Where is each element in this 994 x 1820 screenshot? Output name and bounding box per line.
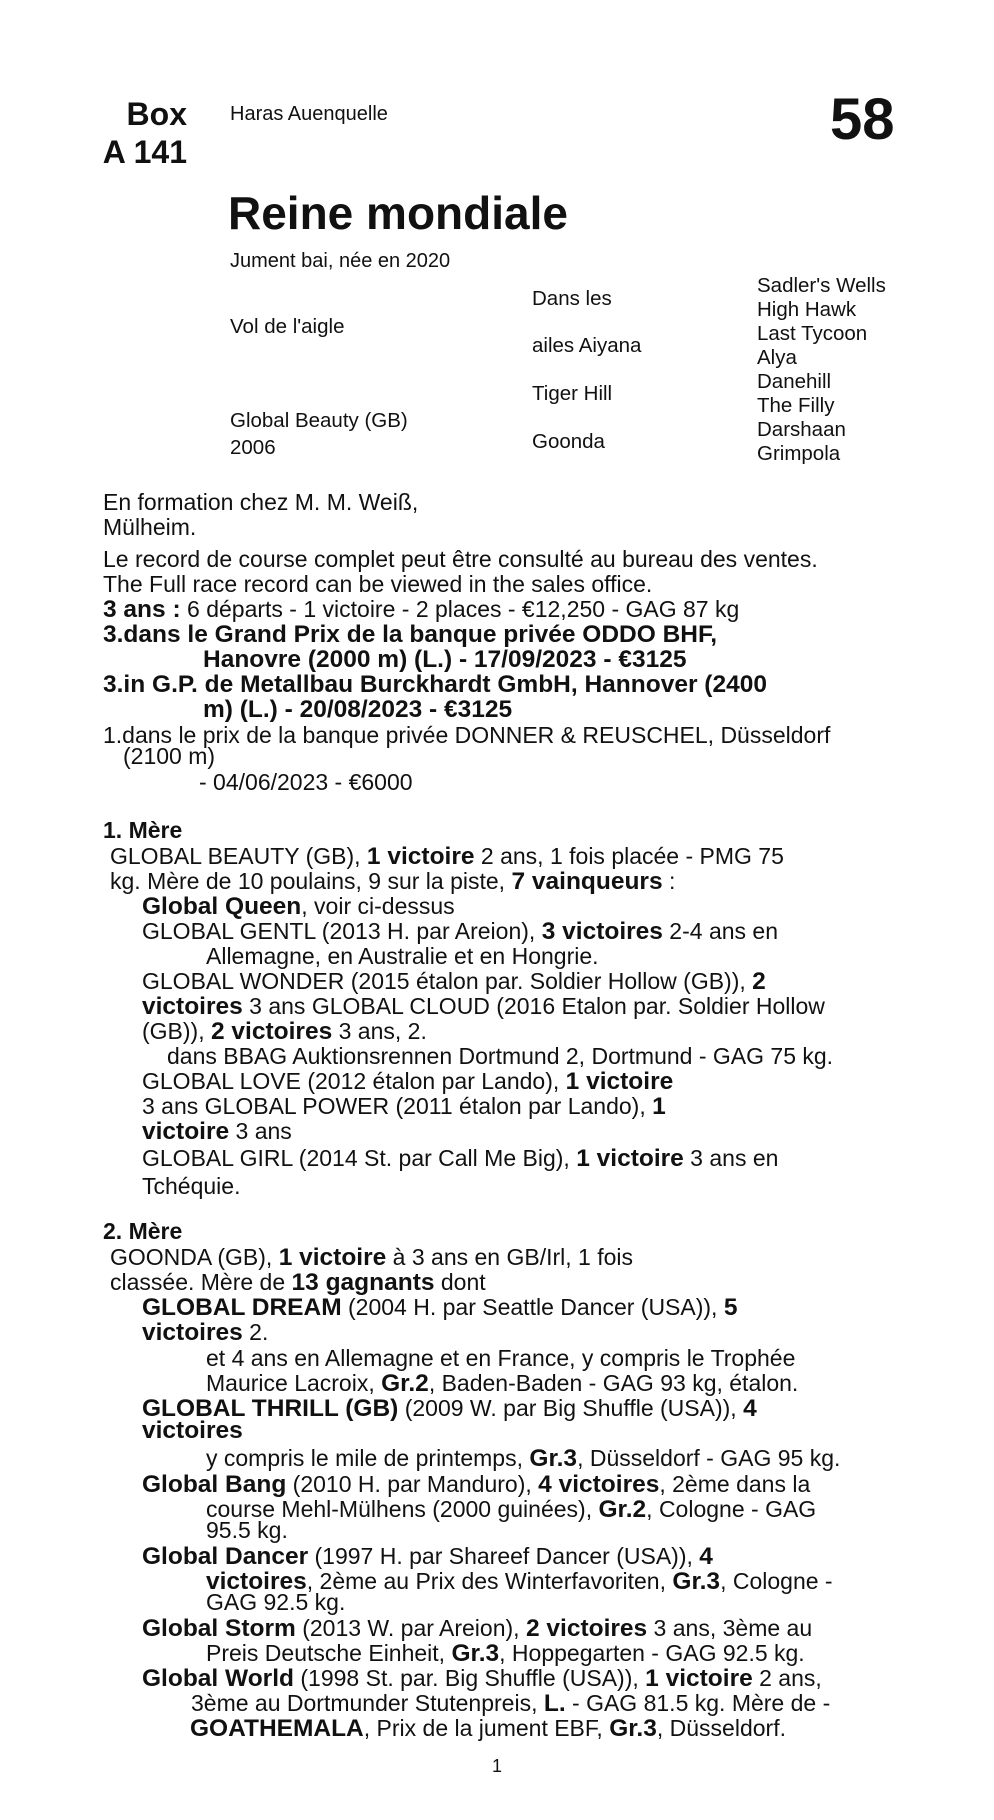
text-run: GLOBAL THRILL (GB) (142, 1395, 399, 1422)
progeny-line: GAG 92.5 kg. (206, 1589, 346, 1615)
text-run: victoires (206, 1568, 307, 1595)
text-run: 2 victoires (211, 1018, 333, 1045)
text-run: , voir ci-dessus (301, 893, 455, 919)
text-run: GOONDA (GB), (110, 1244, 279, 1270)
text-run: 13 gagnants (291, 1269, 435, 1296)
text-run: : (662, 868, 676, 894)
progeny-line (142, 1472, 810, 1497)
race-result: m) (L.) - 20/08/2023 - €3125 (203, 696, 513, 723)
text-run: Preis Deutsche Einheit, (206, 1640, 452, 1666)
text-run: Global Bang (142, 1471, 287, 1498)
pedigree-sire-dam: ailes Aiyana (532, 334, 642, 357)
text-run: 3 ans en (683, 1145, 779, 1171)
race-result: (2100 m) (123, 743, 216, 769)
progeny-line (206, 1641, 805, 1666)
text-run: Gr.3 (609, 1715, 657, 1742)
text-run: à 3 ans en GB/Irl, 1 fois (386, 1244, 634, 1270)
progeny-line (142, 1616, 812, 1641)
text-run: 3 ans, 3ème au (647, 1615, 813, 1641)
record-note: Le record de course complet peut être consulté au bureau des ventes. (103, 546, 818, 572)
text-run: , Cologne - GAG (646, 1496, 817, 1522)
text-run: kg. Mère de 10 poulains, 9 sur la piste, (110, 868, 512, 894)
second-dam-text (110, 1245, 633, 1270)
text-run: GOATHEMALA (190, 1715, 364, 1742)
text-run: Maurice Lacroix, (206, 1370, 382, 1396)
progeny-line (142, 994, 825, 1019)
text-run: 3ème au Dortmunder Stutenpreis, (191, 1690, 544, 1716)
progeny-line (142, 1069, 673, 1094)
pedigree-dam-dam: Goonda (532, 430, 605, 453)
text-run: 2 ans, 1 fois placée - PMG 75 (474, 843, 784, 869)
text-run: Global World (142, 1665, 294, 1692)
progeny-line (206, 1446, 840, 1471)
text-run: (1998 St. par. Big Shuffle (USA)), (294, 1665, 646, 1691)
pedigree-sire-sire: Dans les (532, 287, 612, 310)
first-dam-text (110, 869, 675, 894)
text-run: 3 ans GLOBAL CLOUD (2016 Etalon par. Soldier Hollow (242, 993, 825, 1019)
pedigree-sire: Vol de l'aigle (230, 315, 345, 338)
first-dam-heading: 1. Mère (103, 817, 183, 843)
progeny-line: et 4 ans en Allemagne et en France, y compris le Trophée (206, 1345, 796, 1371)
text-run: victoires (142, 993, 243, 1020)
pedigree-gen3-name: Danehill (757, 370, 832, 393)
pedigree-dam: Global Beauty (GB) (230, 409, 408, 432)
text-run: (1997 H. par Shareef Dancer (USA)), (308, 1543, 700, 1569)
text-run: GLOBAL GENTL (2013 H. par Areion), (142, 918, 542, 944)
text-run: 1 (652, 1093, 666, 1120)
text-run: Gr.3 (529, 1445, 578, 1472)
text-run: 2 victoires (525, 1615, 648, 1642)
progeny-line (142, 894, 455, 919)
text-run: Gr.3 (672, 1568, 721, 1595)
training-line: Mülheim. (103, 514, 197, 540)
progeny-line (142, 1295, 737, 1320)
progeny-line: dans BBAG Auktionsrennen Dortmund 2, Dortmund - GAG 75 kg. (167, 1043, 834, 1069)
text-run: L. (543, 1690, 566, 1717)
pedigree-gen3-name: Last Tycoon (757, 322, 868, 345)
text-run: 7 vainqueurs (511, 868, 663, 895)
race-result: 3.dans le Grand Prix de la banque privée ODDO BHF, (103, 621, 718, 648)
pedigree-dam-year: 2006 (230, 436, 276, 459)
text-run: 1 victoire (576, 1145, 684, 1172)
text-run: GLOBAL DREAM (142, 1294, 342, 1321)
text-run: , 2ème dans la (659, 1471, 811, 1497)
text-run: 2 (752, 968, 766, 995)
text-run: Global Dancer (142, 1543, 309, 1570)
text-run: Global Storm (142, 1615, 296, 1642)
progeny-line (142, 1544, 713, 1569)
progeny-line (206, 1497, 816, 1522)
training-line: En formation chez M. M. Weiß, (103, 489, 419, 515)
text-run: 2 ans, (752, 1665, 822, 1691)
pedigree-gen3-name: Grimpola (757, 442, 841, 465)
text-run: classée. Mère de (110, 1269, 292, 1295)
first-dam-text (110, 844, 784, 869)
text-run: , Düsseldorf - GAG 95 kg. (577, 1445, 841, 1471)
race-result: 1.dans le prix de la banque privée DONNER & REUSCHEL, Düsseldorf (103, 722, 831, 748)
text-run: 1 victoire (565, 1068, 674, 1095)
text-run: 5 (723, 1294, 738, 1321)
text-run: 2. (242, 1319, 269, 1345)
text-run: , Hoppegarten - GAG 92.5 kg. (499, 1640, 805, 1666)
text-run: , Prix de la jument EBF, (363, 1715, 610, 1741)
text-run: (2013 W. par Areion), (295, 1615, 526, 1641)
race-result: Hanovre (2000 m) (L.) - 17/09/2023 - €3125 (203, 646, 687, 673)
age-label: 3 ans : (103, 596, 181, 623)
text-run: victoire (142, 1118, 230, 1145)
pedigree-dam-sire: Tiger Hill (532, 382, 613, 405)
progeny-line (142, 1146, 778, 1171)
progeny-line (142, 1094, 666, 1119)
progeny-line (142, 1666, 822, 1691)
text-run: Gr.2 (598, 1496, 647, 1523)
pedigree-gen3-name: Alya (757, 346, 797, 369)
text-run: (2009 W. par Big Shuffle (USA)), (398, 1395, 744, 1421)
text-run: (2010 H. par Manduro), (286, 1471, 539, 1497)
pedigree-gen3-name: The Filly (757, 394, 835, 417)
text-run: Gr.3 (451, 1640, 500, 1667)
text-run: victoires (142, 1319, 243, 1346)
text-run: 1 victoire (366, 843, 475, 870)
body-text (103, 0, 983, 1820)
lot-number: 58 (830, 87, 895, 152)
text-run: (2004 H. par Seattle Dancer (USA)), (341, 1294, 724, 1320)
text-run: (GB)), (142, 1018, 211, 1044)
second-dam-heading: 2. Mère (103, 1218, 183, 1244)
record-note: The Full race record can be viewed in the sales office. (103, 571, 653, 597)
progeny-line: 95.5 kg. (206, 1517, 288, 1543)
progeny-line (142, 969, 766, 994)
text-run: - GAG 81.5 kg. Mère de - (565, 1690, 831, 1716)
page-number: 1 (492, 1756, 503, 1776)
text-run: , Düsseldorf. (656, 1715, 786, 1741)
text-run: Gr.2 (381, 1370, 429, 1397)
consignor: Haras Auenquelle (230, 103, 388, 125)
text-run: 1 victoire (278, 1244, 387, 1271)
text-run: GLOBAL WONDER (2015 étalon par. Soldier Hollow (GB)), (142, 968, 753, 994)
pedigree-gen3-name: Sadler's Wells (757, 274, 886, 297)
text-run: 3 ans, 2. (332, 1018, 427, 1044)
progeny-line (206, 1371, 798, 1396)
box-label: Box (126, 96, 187, 132)
pedigree-gen3-name: Darshaan (757, 418, 846, 441)
text-run: Global Queen (142, 893, 302, 920)
text-run: 1 victoire (645, 1665, 753, 1692)
text-run: , Baden-Baden - GAG 93 kg, étalon. (428, 1370, 799, 1396)
text-run: GLOBAL BEAUTY (GB), (110, 843, 367, 869)
progeny-line (142, 1320, 268, 1345)
text-run: 4 victoires (538, 1471, 660, 1498)
pedigree-gen3-name: High Hawk (757, 298, 857, 321)
progeny-line: victoires (142, 1417, 243, 1444)
text-run: dont (434, 1269, 486, 1295)
text-run: y compris le mile de printemps, (206, 1445, 530, 1471)
text-run: 3 victoires (541, 918, 663, 945)
text-run: GLOBAL LOVE (2012 étalon par Lando), (142, 1068, 566, 1094)
second-dam-text (110, 1270, 486, 1295)
text-run: 4 (743, 1395, 757, 1422)
progeny-line: Allemagne, en Australie et en Hongrie. (206, 943, 599, 969)
progeny-line (142, 919, 778, 944)
text-run: GLOBAL GIRL (2014 St. par Call Me Big), (142, 1145, 577, 1171)
progeny-line (142, 1019, 427, 1044)
race-result: - 04/06/2023 - €6000 (199, 769, 413, 795)
text-run: 2-4 ans en (662, 918, 779, 944)
race-result: 3.in G.P. de Metallbau Burckhardt GmbH, Hannover (2400 (103, 671, 767, 698)
text-run: , Cologne - (720, 1568, 833, 1594)
text-run: 3 ans GLOBAL POWER (2011 étalon par Lando), (142, 1093, 653, 1119)
text-run: , 2ème au Prix des Winterfavoriten, (306, 1568, 673, 1594)
box-number: A 141 (102, 134, 187, 170)
racing-summary (103, 597, 739, 622)
horse-name: Reine mondiale (228, 187, 568, 239)
text-run: 3 ans (229, 1118, 292, 1144)
progeny-line (142, 1119, 292, 1144)
horse-description: Jument bai, née en 2020 (230, 250, 451, 272)
progeny-line (191, 1691, 830, 1716)
progeny-line: Tchéquie. (142, 1173, 241, 1199)
text-run: 4 (699, 1543, 713, 1570)
text-run: course Mehl-Mülhens (2000 guinées), (206, 1496, 599, 1522)
progeny-line (190, 1716, 786, 1741)
age-summary: 6 départs - 1 victoire - 2 places - €12,250 - GAG 87 kg (180, 596, 740, 622)
